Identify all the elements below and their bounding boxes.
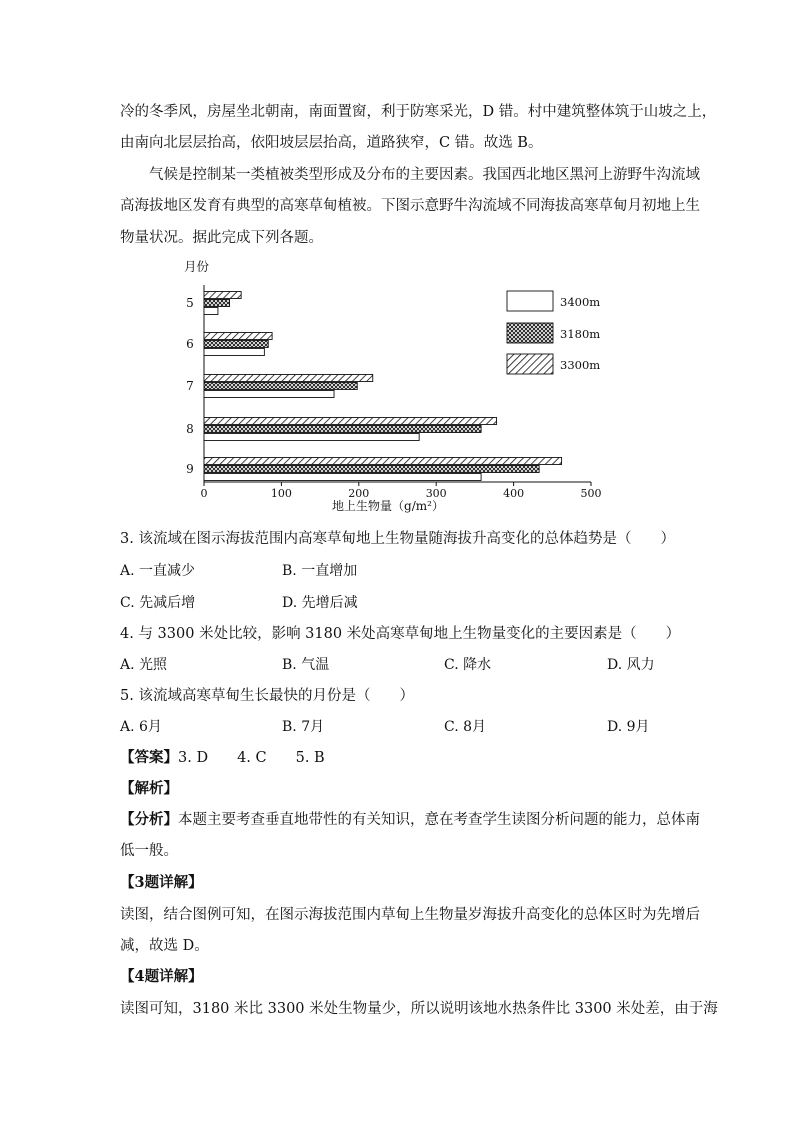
q4-detail-tag: 【4题详解】 [120, 968, 203, 985]
bar-3300m-month-8 [204, 418, 497, 425]
x-tick-label: 0 [200, 487, 208, 500]
question-5-option-a[interactable]: A. 6月 [120, 719, 162, 735]
bar-3180m-month-5 [204, 300, 230, 307]
fenxi-text-1: 本题主要考查垂直地带性的有关知识，意在考查学生读图分析问题的能力，总体南 [178, 812, 700, 828]
bar-3300m-month-9 [204, 458, 562, 465]
legend-label-3300m: 3300m [560, 358, 601, 372]
bar-3300m-month-5 [204, 292, 241, 299]
q3-detail-line-2: 减，故选 D。 [120, 938, 209, 954]
question-5-option-c[interactable]: C. 8月 [444, 719, 487, 735]
x-tick-label: 300 [425, 487, 447, 500]
bar-3400m-month-8 [204, 434, 419, 441]
biomass-chart [160, 255, 620, 524]
passage-line-1: 气候是控制某一类植被类型形成及分布的主要因素。我国西北地区黑河上游野牛沟流域 [149, 167, 700, 183]
bar-3400m-month-5 [204, 308, 218, 315]
legend-swatch-3400m [507, 291, 553, 311]
bar-3180m-month-9 [204, 466, 539, 473]
passage-line-3: 物量状况。据此完成下列各题。 [120, 230, 323, 246]
x-axis-label: 地上生物量（g/m²） [332, 499, 444, 513]
intro-line-2: 由南向北层层抬高，依阳坡层层抬高，道路狭窄，C 错。故选 B。 [120, 135, 543, 151]
question-5-option-b[interactable]: B. 7月 [282, 719, 325, 735]
month-tick-label: 7 [186, 379, 194, 393]
question-3-option-a[interactable]: A. 一直减少 [120, 563, 196, 579]
question-3-option-b[interactable]: B. 一直增加 [282, 563, 358, 579]
question-5-stem: 5. 该流域高寒草甸生长最快的月份是（ ） [120, 688, 414, 704]
question-3-stem: 3. 该流域在图示海拔范围内高寒草甸地上生物量随海拔升高变化的总体趋势是（ ） [120, 531, 675, 547]
legend-label-3400m: 3400m [560, 295, 601, 309]
fenxi-line-2: 低一般。 [120, 843, 178, 859]
answer-line [120, 748, 325, 768]
y-axis-label: 月份 [184, 259, 210, 274]
biomass-chart-svg [160, 255, 620, 520]
month-tick-label: 6 [186, 337, 194, 351]
question-4-option-c[interactable]: C. 降水 [444, 657, 492, 673]
passage-line-2: 高海拔地区发育有典型的高寒草甸植被。下图示意野牛沟流域不同海拔高寒草甸月初地上生 [120, 198, 700, 214]
question-3-option-d[interactable]: D. 先增后减 [282, 595, 358, 611]
question-4-option-d[interactable]: D. 风力 [607, 657, 655, 673]
bar-3180m-month-8 [204, 426, 481, 433]
jiexi-tag: 【解析】 [120, 780, 178, 797]
question-3-option-c[interactable]: C. 先减后增 [120, 595, 196, 611]
bar-3180m-month-7 [204, 383, 357, 390]
bar-3180m-month-6 [204, 341, 268, 348]
month-tick-label: 5 [186, 296, 194, 310]
month-tick-label: 9 [186, 462, 194, 476]
question-4-option-a[interactable]: A. 光照 [120, 657, 168, 673]
question-4-stem: 4. 与 3300 米处比较，影响 3180 米处高寒草甸地上生物量变化的主要因素是（ ） [120, 626, 681, 642]
legend-label-3180m: 3180m [560, 327, 601, 341]
x-tick-label: 400 [503, 487, 525, 500]
bar-3300m-month-6 [204, 333, 272, 340]
answer-tag: 【答案】 [120, 749, 178, 766]
x-tick-label: 500 [580, 487, 602, 500]
q3-detail-line-1: 读图，结合图例可知，在图示海拔范围内草甸上生物量岁海拔升高变化的总体区时为先增后 [120, 907, 700, 923]
x-tick-label: 100 [270, 487, 292, 500]
fenxi-line-1 [120, 810, 700, 830]
question-5-option-d[interactable]: D. 9月 [607, 719, 650, 735]
fenxi-tag: 【分析】 [120, 811, 178, 828]
bar-3300m-month-7 [204, 375, 373, 382]
bar-3400m-month-6 [204, 349, 264, 356]
q4-detail-line-1: 读图可知，3180 米比 3300 米处生物量少，所以说明该地水热条件比 3300 米处差，由于海 [120, 1001, 718, 1017]
x-tick-label: 200 [348, 487, 370, 500]
answer-text: 3. D 4. C 5. B [178, 750, 325, 766]
bar-3400m-month-9 [204, 474, 481, 481]
month-tick-label: 8 [186, 422, 194, 436]
intro-line-1: 冷的冬季风，房屋坐北朝南，南面置窗，利于防寒采光，D 错。村中建筑整体筑于山坡之上， [120, 104, 717, 120]
legend-swatch-3180m [507, 323, 553, 343]
q3-detail-tag: 【3题详解】 [120, 874, 203, 891]
bar-3400m-month-7 [204, 391, 334, 398]
question-4-option-b[interactable]: B. 气温 [282, 657, 330, 673]
legend-swatch-3300m [507, 354, 553, 374]
